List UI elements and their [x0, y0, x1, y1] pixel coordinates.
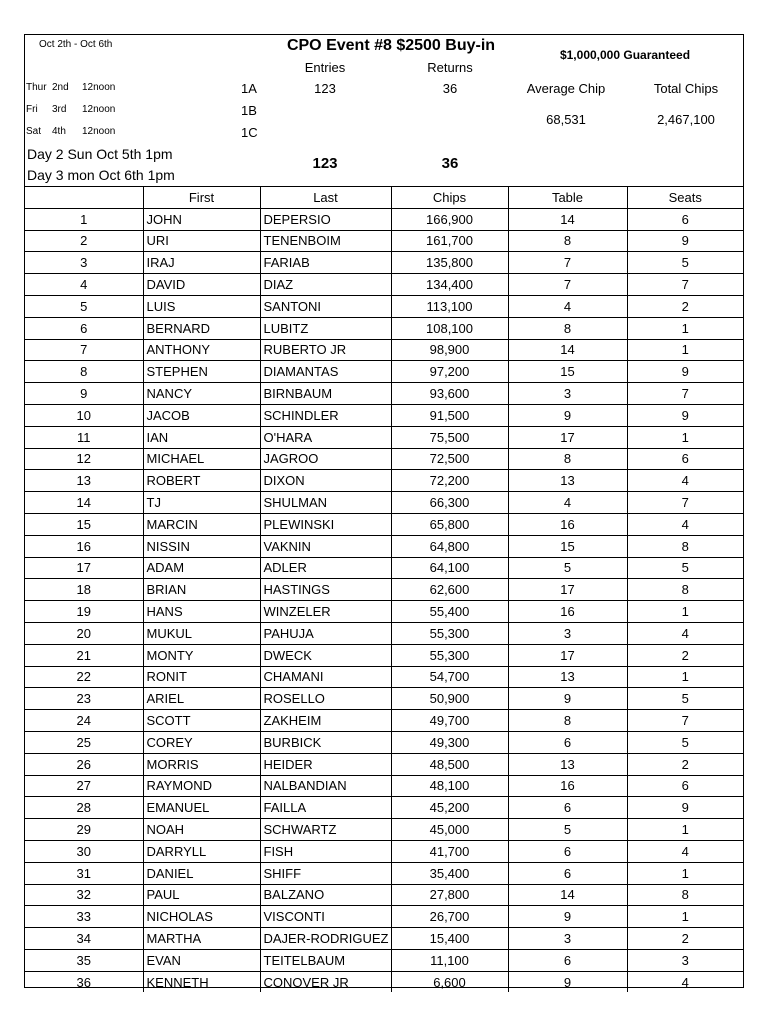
first-name-cell: BERNARD [143, 317, 260, 339]
seat-number-cell: 7 [627, 710, 743, 732]
table-number-cell: 16 [508, 513, 627, 535]
first-name-cell: DAVID [143, 274, 260, 296]
table-number-cell: 14 [508, 884, 627, 906]
rank-cell: 33 [25, 906, 143, 928]
seat-number-cell: 2 [627, 644, 743, 666]
chips-cell: 49,300 [391, 731, 508, 753]
flight-entries: 123 [314, 81, 336, 96]
first-name-cell: MONTY [143, 644, 260, 666]
table-row [25, 557, 743, 579]
seat-number-cell: 1 [627, 426, 743, 448]
col-rank [25, 187, 143, 209]
seat-number-cell: 2 [627, 295, 743, 317]
rank-cell: 16 [25, 535, 143, 557]
last-name-cell: WINZELER [260, 601, 391, 623]
first-name-cell: JACOB [143, 404, 260, 426]
first-name-cell: RONIT [143, 666, 260, 688]
flight-time: 12noon [82, 126, 116, 137]
table-number-cell: 4 [508, 492, 627, 514]
table-number-cell: 7 [508, 274, 627, 296]
seat-number-cell: 1 [627, 819, 743, 841]
table-number-cell: 6 [508, 862, 627, 884]
first-name-cell: URI [143, 230, 260, 252]
table-number-cell: 9 [508, 971, 627, 992]
chips-cell: 64,100 [391, 557, 508, 579]
rank-cell: 35 [25, 949, 143, 971]
chips-cell: 166,900 [391, 208, 508, 230]
first-name-cell: KENNETH [143, 971, 260, 992]
table-row [25, 753, 743, 775]
first-name-cell: SCOTT [143, 710, 260, 732]
chips-cell: 55,300 [391, 644, 508, 666]
last-name-cell: FAILLA [260, 797, 391, 819]
rank-cell: 9 [25, 383, 143, 405]
table-row [25, 230, 743, 252]
rank-cell: 12 [25, 448, 143, 470]
table-row [25, 688, 743, 710]
rank-cell: 1 [25, 208, 143, 230]
seat-number-cell: 6 [627, 448, 743, 470]
seat-number-cell: 9 [627, 230, 743, 252]
last-name-cell: RUBERTO JR [260, 339, 391, 361]
rank-cell: 25 [25, 731, 143, 753]
last-name-cell: ZAKHEIM [260, 710, 391, 732]
first-name-cell: DARRYLL [143, 840, 260, 862]
last-name-cell: FISH [260, 840, 391, 862]
seat-number-cell: 8 [627, 884, 743, 906]
table-number-cell: 3 [508, 928, 627, 950]
table-row [25, 361, 743, 383]
chips-cell: 45,000 [391, 819, 508, 841]
chips-cell: 64,800 [391, 535, 508, 557]
table-number-cell: 5 [508, 819, 627, 841]
total-entries: 123 [312, 155, 338, 172]
seat-number-cell: 9 [627, 404, 743, 426]
first-name-cell: NOAH [143, 819, 260, 841]
seat-number-cell: 2 [627, 753, 743, 775]
last-name-cell: SANTONI [260, 295, 391, 317]
col-chips: Chips [391, 187, 508, 209]
table-row [25, 208, 743, 230]
last-name-cell: DEPERSIO [260, 208, 391, 230]
table-row [25, 404, 743, 426]
event-title: CPO Event #8 $2500 Buy-in [286, 37, 496, 54]
table-number-cell: 17 [508, 579, 627, 601]
seat-number-cell: 9 [627, 361, 743, 383]
chips-cell: 135,800 [391, 252, 508, 274]
table-number-cell: 8 [508, 317, 627, 339]
flight-day: Thur [26, 82, 47, 93]
seat-number-cell: 5 [627, 252, 743, 274]
chips-cell: 55,300 [391, 622, 508, 644]
flight-day: Sat [26, 126, 42, 137]
chips-cell: 97,200 [391, 361, 508, 383]
chips-cell: 91,500 [391, 404, 508, 426]
rank-cell: 23 [25, 688, 143, 710]
chips-cell: 113,100 [391, 295, 508, 317]
table-number-cell: 6 [508, 731, 627, 753]
chips-cell: 26,700 [391, 906, 508, 928]
rank-cell: 6 [25, 317, 143, 339]
first-name-cell: LUIS [143, 295, 260, 317]
rank-cell: 17 [25, 557, 143, 579]
rank-cell: 27 [25, 775, 143, 797]
table-number-cell: 7 [508, 252, 627, 274]
first-name-cell: HANS [143, 601, 260, 623]
table-row [25, 448, 743, 470]
seat-number-cell: 5 [627, 557, 743, 579]
chips-cell: 134,400 [391, 274, 508, 296]
first-name-cell: RAYMOND [143, 775, 260, 797]
table-number-cell: 3 [508, 383, 627, 405]
chips-cell: 48,500 [391, 753, 508, 775]
table-number-cell: 8 [508, 448, 627, 470]
table-number-cell: 9 [508, 688, 627, 710]
table-row [25, 819, 743, 841]
sheet-header [25, 35, 743, 186]
first-name-cell: MARTHA [143, 928, 260, 950]
rank-cell: 11 [25, 426, 143, 448]
seat-number-cell: 4 [627, 971, 743, 992]
table-number-cell: 17 [508, 426, 627, 448]
table-number-cell: 9 [508, 404, 627, 426]
last-name-cell: CHAMANI [260, 666, 391, 688]
last-name-cell: DIAMANTAS [260, 361, 391, 383]
chips-cell: 108,100 [391, 317, 508, 339]
guarantee: $1,000,000 Guaranteed [559, 48, 691, 62]
chips-cell: 65,800 [391, 513, 508, 535]
first-name-cell: MUKUL [143, 622, 260, 644]
last-name-cell: CONOVER JR [260, 971, 391, 992]
last-name-cell: SCHWARTZ [260, 819, 391, 841]
table-row [25, 840, 743, 862]
table-number-cell: 5 [508, 557, 627, 579]
day2-schedule: Day 2 Sun Oct 5th 1pm [27, 146, 173, 162]
seat-number-cell: 1 [627, 339, 743, 361]
table-number-cell: 13 [508, 470, 627, 492]
last-name-cell: DAJER-RODRIGUEZ [260, 928, 391, 950]
last-name-cell: PAHUJA [260, 622, 391, 644]
table-number-cell: 14 [508, 339, 627, 361]
table-row [25, 731, 743, 753]
first-name-cell: NISSIN [143, 535, 260, 557]
first-name-cell: BRIAN [143, 579, 260, 601]
table-number-cell: 8 [508, 710, 627, 732]
rank-cell: 2 [25, 230, 143, 252]
seat-number-cell: 2 [627, 928, 743, 950]
first-name-cell: TJ [143, 492, 260, 514]
rank-cell: 14 [25, 492, 143, 514]
table-number-cell: 13 [508, 753, 627, 775]
flight-id: 1B [241, 103, 257, 118]
chips-cell: 49,700 [391, 710, 508, 732]
average-chip-label: Average Chip [526, 81, 606, 96]
rank-cell: 10 [25, 404, 143, 426]
seat-number-cell: 1 [627, 317, 743, 339]
table-row [25, 666, 743, 688]
table-number-cell: 14 [508, 208, 627, 230]
last-name-cell: BIRNBAUM [260, 383, 391, 405]
chip-count-table [25, 186, 743, 992]
returns-label: Returns [427, 60, 473, 75]
last-name-cell: ADLER [260, 557, 391, 579]
col-table: Table [508, 187, 627, 209]
total-returns: 36 [441, 155, 459, 172]
table-row [25, 797, 743, 819]
table-row [25, 884, 743, 906]
table-row [25, 492, 743, 514]
table-row [25, 426, 743, 448]
flight-id: 1A [241, 81, 257, 96]
total-chips-label: Total Chips [653, 81, 719, 96]
seat-number-cell: 5 [627, 731, 743, 753]
col-last: Last [260, 187, 391, 209]
table-row [25, 949, 743, 971]
table-number-cell: 6 [508, 840, 627, 862]
chips-cell: 48,100 [391, 775, 508, 797]
seat-number-cell: 6 [627, 775, 743, 797]
flight-date: 2nd [52, 82, 69, 93]
seat-number-cell: 4 [627, 513, 743, 535]
table-row [25, 928, 743, 950]
rank-cell: 8 [25, 361, 143, 383]
table-row [25, 906, 743, 928]
flight-time: 12noon [82, 82, 116, 93]
last-name-cell: BALZANO [260, 884, 391, 906]
first-name-cell: COREY [143, 731, 260, 753]
table-row [25, 601, 743, 623]
first-name-cell: ANTHONY [143, 339, 260, 361]
table-row [25, 535, 743, 557]
first-name-cell: ARIEL [143, 688, 260, 710]
seat-number-cell: 4 [627, 840, 743, 862]
rank-cell: 21 [25, 644, 143, 666]
seat-number-cell: 7 [627, 492, 743, 514]
table-number-cell: 17 [508, 644, 627, 666]
flight-date: 3rd [52, 104, 67, 115]
chips-cell: 98,900 [391, 339, 508, 361]
entries-label: Entries [304, 60, 346, 75]
table-row [25, 383, 743, 405]
last-name-cell: DWECK [260, 644, 391, 666]
table-row [25, 274, 743, 296]
last-name-cell: SHIFF [260, 862, 391, 884]
rank-cell: 19 [25, 601, 143, 623]
table-number-cell: 3 [508, 622, 627, 644]
chips-cell: 66,300 [391, 492, 508, 514]
seat-number-cell: 1 [627, 906, 743, 928]
table-row [25, 252, 743, 274]
first-name-cell: DANIEL [143, 862, 260, 884]
rank-cell: 18 [25, 579, 143, 601]
seat-number-cell: 8 [627, 579, 743, 601]
first-name-cell: EVAN [143, 949, 260, 971]
table-row [25, 775, 743, 797]
table-number-cell: 8 [508, 230, 627, 252]
chip-count-sheet [24, 34, 744, 988]
table-number-cell: 6 [508, 797, 627, 819]
last-name-cell: NALBANDIAN [260, 775, 391, 797]
table-header-row [25, 187, 743, 209]
chips-cell: 41,700 [391, 840, 508, 862]
table-row [25, 470, 743, 492]
chips-cell: 50,900 [391, 688, 508, 710]
chips-cell: 75,500 [391, 426, 508, 448]
first-name-cell: MARCIN [143, 513, 260, 535]
rank-cell: 29 [25, 819, 143, 841]
first-name-cell: ROBERT [143, 470, 260, 492]
last-name-cell: TENENBOIM [260, 230, 391, 252]
last-name-cell: HASTINGS [260, 579, 391, 601]
flight-date: 4th [52, 126, 66, 137]
rank-cell: 24 [25, 710, 143, 732]
day3-schedule: Day 3 mon Oct 6th 1pm [27, 167, 175, 183]
chips-cell: 45,200 [391, 797, 508, 819]
first-name-cell: NICHOLAS [143, 906, 260, 928]
rank-cell: 3 [25, 252, 143, 274]
seat-number-cell: 1 [627, 666, 743, 688]
last-name-cell: DIAZ [260, 274, 391, 296]
chips-cell: 93,600 [391, 383, 508, 405]
col-first: First [143, 187, 260, 209]
seat-number-cell: 6 [627, 208, 743, 230]
last-name-cell: SHULMAN [260, 492, 391, 514]
last-name-cell: VAKNIN [260, 535, 391, 557]
col-seats: Seats [627, 187, 743, 209]
table-row [25, 644, 743, 666]
flight-id: 1C [241, 125, 258, 140]
chips-cell: 54,700 [391, 666, 508, 688]
last-name-cell: BURBICK [260, 731, 391, 753]
rank-cell: 5 [25, 295, 143, 317]
seat-number-cell: 3 [627, 949, 743, 971]
chips-cell: 11,100 [391, 949, 508, 971]
first-name-cell: MICHAEL [143, 448, 260, 470]
rank-cell: 7 [25, 339, 143, 361]
first-name-cell: JOHN [143, 208, 260, 230]
first-name-cell: NANCY [143, 383, 260, 405]
date-range: Oct 2th - Oct 6th [39, 39, 113, 50]
table-number-cell: 4 [508, 295, 627, 317]
table-row [25, 317, 743, 339]
seat-number-cell: 9 [627, 797, 743, 819]
flight-time: 12noon [82, 104, 116, 115]
first-name-cell: ADAM [143, 557, 260, 579]
rank-cell: 31 [25, 862, 143, 884]
seat-number-cell: 1 [627, 601, 743, 623]
seat-number-cell: 4 [627, 470, 743, 492]
first-name-cell: IRAJ [143, 252, 260, 274]
last-name-cell: LUBITZ [260, 317, 391, 339]
rank-cell: 4 [25, 274, 143, 296]
first-name-cell: MORRIS [143, 753, 260, 775]
table-number-cell: 16 [508, 775, 627, 797]
rank-cell: 20 [25, 622, 143, 644]
flight-returns: 36 [442, 81, 458, 96]
first-name-cell: IAN [143, 426, 260, 448]
table-number-cell: 15 [508, 535, 627, 557]
table-body [25, 208, 743, 992]
rank-cell: 32 [25, 884, 143, 906]
last-name-cell: JAGROO [260, 448, 391, 470]
table-row [25, 622, 743, 644]
first-name-cell: PAUL [143, 884, 260, 906]
table-number-cell: 16 [508, 601, 627, 623]
chips-cell: 72,500 [391, 448, 508, 470]
table-number-cell: 13 [508, 666, 627, 688]
flight-day: Fri [26, 104, 38, 115]
chips-cell: 72,200 [391, 470, 508, 492]
table-row [25, 339, 743, 361]
chips-cell: 161,700 [391, 230, 508, 252]
table-row [25, 862, 743, 884]
seat-number-cell: 8 [627, 535, 743, 557]
chips-cell: 6,600 [391, 971, 508, 992]
rank-cell: 15 [25, 513, 143, 535]
first-name-cell: STEPHEN [143, 361, 260, 383]
table-row [25, 513, 743, 535]
rank-cell: 28 [25, 797, 143, 819]
seat-number-cell: 7 [627, 383, 743, 405]
total-chips: 2,467,100 [657, 112, 715, 127]
last-name-cell: TEITELBAUM [260, 949, 391, 971]
table-number-cell: 15 [508, 361, 627, 383]
seat-number-cell: 5 [627, 688, 743, 710]
chips-cell: 15,400 [391, 928, 508, 950]
last-name-cell: DIXON [260, 470, 391, 492]
average-chip: 68,531 [546, 112, 586, 127]
chips-cell: 35,400 [391, 862, 508, 884]
first-name-cell: EMANUEL [143, 797, 260, 819]
table-row [25, 295, 743, 317]
rank-cell: 34 [25, 928, 143, 950]
chips-cell: 27,800 [391, 884, 508, 906]
last-name-cell: VISCONTI [260, 906, 391, 928]
last-name-cell: O'HARA [260, 426, 391, 448]
last-name-cell: PLEWINSKI [260, 513, 391, 535]
table-number-cell: 9 [508, 906, 627, 928]
rank-cell: 30 [25, 840, 143, 862]
table-number-cell: 6 [508, 949, 627, 971]
rank-cell: 13 [25, 470, 143, 492]
rank-cell: 36 [25, 971, 143, 992]
last-name-cell: ROSELLO [260, 688, 391, 710]
seat-number-cell: 4 [627, 622, 743, 644]
rank-cell: 22 [25, 666, 143, 688]
last-name-cell: HEIDER [260, 753, 391, 775]
chips-cell: 62,600 [391, 579, 508, 601]
rank-cell: 26 [25, 753, 143, 775]
last-name-cell: SCHINDLER [260, 404, 391, 426]
chips-cell: 55,400 [391, 601, 508, 623]
last-name-cell: FARIAB [260, 252, 391, 274]
seat-number-cell: 1 [627, 862, 743, 884]
seat-number-cell: 7 [627, 274, 743, 296]
table-row [25, 710, 743, 732]
table-row [25, 579, 743, 601]
table-row [25, 971, 743, 992]
